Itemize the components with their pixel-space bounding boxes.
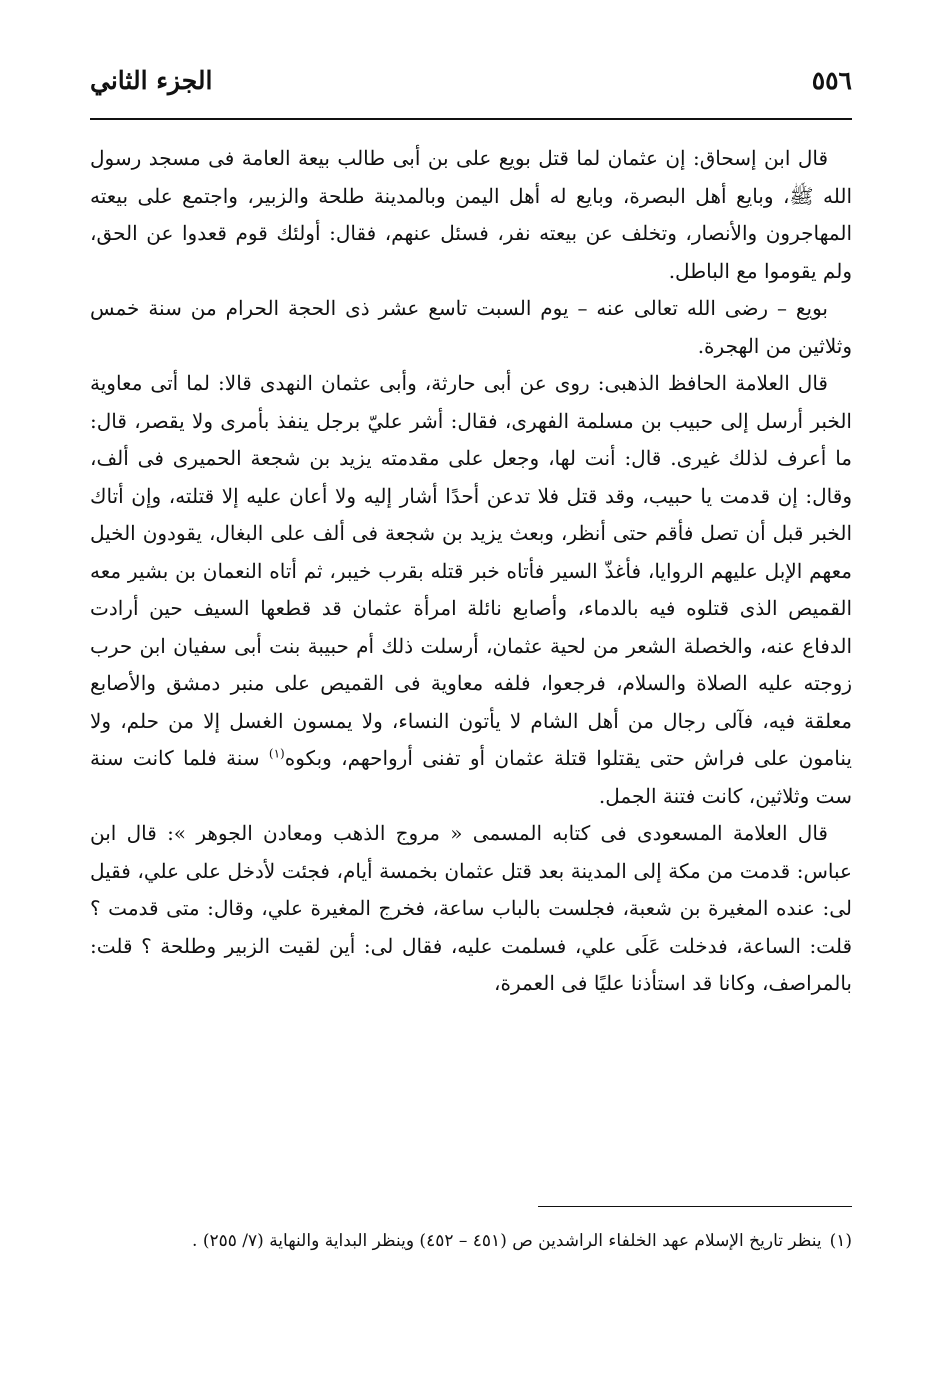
paragraph-4: قال العلامة المسعودى فى كتابه المسمى « مروج الذهب ومعادن الجوهر »: قال ابن عباس: قدمت من مكة إلى المدينة بعد قتل عثمان بخمسة أيام، فجئت لأدخل على علي، فقيل لى: عنده المغيرة بن شعبة، فجلست بالباب ساعة، فخرج المغيرة علي، وقال: متى قدمت ؟ قلت: الساعة، فدخلت عَلَى علي، فسلمت عليه، فقال لى: أين لقيت الزبير وطلحة ؟ قلت: بالمراصف، وكانا قد استأذنا عليًا فى العمرة،	[90, 821, 852, 995]
running-title: الجزء الثاني	[90, 66, 213, 95]
paragraph-3-text-b: سنة فلما كانت سنة ست وثلاثين، كانت فتنة الجمل.	[90, 746, 852, 808]
paragraph-1: قال ابن إسحاق: إن عثمان لما قتل بويع على بن أبى طالب بيعة العامة فى مسجد رسول الله ﷺ، وبايع أهل البصرة، وبايع له أهل اليمن وبالمدينة طلحة والزبير، واجتمع على بيعته المهاجرون والأنصار، وتخلف عن بيعته نفر، فسئل عنهم، فقال: أولئك قوم قعدوا عن الحق، ولم يقوموا مع الباطل.	[90, 146, 852, 283]
header-divider	[90, 118, 852, 120]
footnote-number: (١)	[829, 1231, 852, 1251]
page-header	[90, 66, 852, 106]
page-number: ٥٥٦	[811, 66, 852, 95]
footnote-text: ينظر تاريخ الإسلام عهد الخلفاء الراشدين ص (٤٥١ – ٤٥٢) وينظر البداية والنهاية (٧/ ٢٥٥) .	[192, 1231, 822, 1251]
paragraph-3-text-a: قال العلامة الحافظ الذهبى: روى عن أبى حارثة، وأبى عثمان النهدى قالا: لما أتى معاوية الخبر أرسل إلى حبيب بن مسلمة الفهرى، فقال: أشر عليّ برجل ينفذ بأمرى ولا يقصر، قال: ما أعرف لذلك غيرى. قال: أنت لها، وجعل على مقدمته يزيد بن شجعة الحميرى فى ألف، وقال: إن قدمت يا حبيب، وقد قتل فلا تدعن أحدًا أشار إليه ولا أعان عليه إلا قتلته، وإن أتاك الخبر قبل أن تصل فأقم حتى أنظر، وبعث يزيد بن شجعة فى ألف على البغال، يقودون الخيل معهم الإبل عليهم الروايا، فأغذّ السير فأتاه خبر قتله بقرب خيبر، ثم أتاه النعمان بن بشير معه القميص الذى قتلوه فيه بالدماء، وأصابع نائلة امرأة عثمان قد قطعها السيف حين أرادت الدفاع عنه، والخصلة الشعر من لحية عثمان، أرسلت ذلك أم حبيبة بنت أبى سفيان ابن حرب زوجته عليه الصلاة والسلام، فرجعوا، فلفه معاوية فى القميص على منبر دمشق والأصابع معلقة فيه، فآلى رجال من أهل الشام لا يأتون النساء، ولا يمسون الغسل إلا من حلم، ولا ينامون على فراش حتى يقتلوا قتلة عثمان أو تفنى أرواحهم، وبكوه	[90, 371, 852, 770]
footnote-divider	[538, 1206, 852, 1207]
footnote-reference[interactable]: (١)	[268, 746, 285, 761]
main-text	[90, 140, 852, 1003]
paragraph-2: بويع – رضى الله تعالى عنه – يوم السبت تاسع عشر ذى الحجة الحرام من سنة خمس وثلاثين من الهجرة.	[90, 296, 852, 358]
paragraph-3	[90, 365, 852, 815]
footnote	[90, 1226, 852, 1257]
